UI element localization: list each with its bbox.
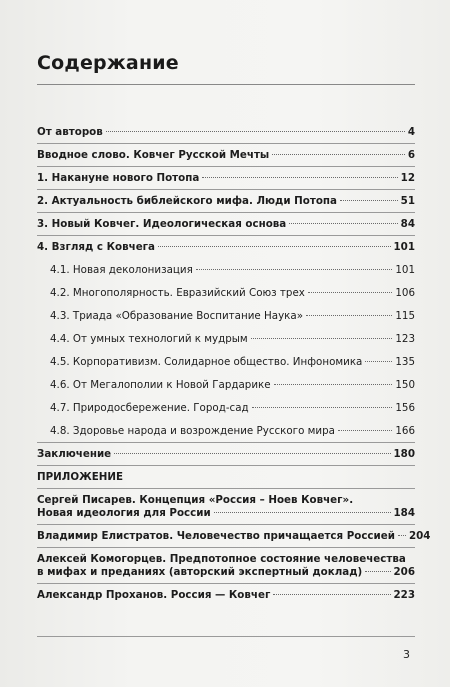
toc-entry-page: 84	[400, 218, 415, 230]
toc-entry-page: 51	[400, 195, 415, 207]
toc-entry-page: 166	[395, 425, 415, 437]
toc-entry-page: 6	[407, 149, 415, 161]
appendix-heading	[37, 471, 415, 484]
dot-leader	[158, 246, 390, 247]
dot-leader	[106, 131, 405, 132]
page-title: Содержание	[37, 52, 179, 74]
dot-leader	[214, 512, 391, 513]
toc-entry-title: 4.8. Здоровье народа и возрождение Русского мира	[50, 425, 335, 437]
toc-entry-title: Новая идеология для России	[37, 506, 211, 519]
toc-entry-page: 184	[393, 506, 415, 519]
toc-entry-page: 101	[395, 264, 415, 276]
page-number: 3	[403, 648, 410, 661]
toc-entry-title: в мифах и преданиях (авторский экспертный доклад)	[37, 565, 363, 578]
toc-subentry	[37, 333, 415, 346]
toc-entry-page: 156	[395, 402, 415, 414]
toc-entry	[37, 149, 415, 162]
title-divider	[37, 84, 415, 85]
toc-entry-title: Александр Проханов. Россия — Ковчег	[37, 589, 271, 601]
entry-divider	[37, 547, 415, 548]
dot-leader	[252, 407, 393, 408]
toc-subentry	[37, 356, 415, 369]
entry-divider	[37, 166, 415, 167]
dot-leader	[306, 315, 392, 316]
toc-entry	[37, 172, 415, 185]
dot-leader	[274, 384, 393, 385]
toc-entry-page: 150	[395, 379, 415, 391]
toc-entry-title: 4.1. Новая деколонизация	[50, 264, 193, 276]
toc-entry-title: 4. Взгляд с Ковчега	[37, 241, 156, 253]
toc-entry-title: 4.4. От умных технологий к мудрым	[50, 333, 248, 345]
toc-entry-page: 204	[408, 530, 431, 542]
toc-entry	[37, 218, 415, 231]
dot-leader	[273, 594, 390, 595]
dot-leader	[398, 535, 406, 536]
toc-entry-page: 206	[393, 565, 415, 578]
toc-entry-title-line1: Алексей Комогорцев. Предпотопное состояние человечества	[37, 553, 406, 565]
entry-divider	[37, 189, 415, 190]
entry-divider	[37, 583, 415, 584]
toc-entry-page: 4	[407, 126, 415, 138]
toc-entry-title: Владимир Елистратов. Человечество причащается Россией	[37, 530, 395, 542]
toc-entry	[37, 553, 415, 578]
entry-divider	[37, 143, 415, 144]
dot-leader	[272, 154, 405, 155]
toc-entry-title: 4.7. Природосбережение. Город-сад	[50, 402, 249, 414]
toc-entry	[37, 195, 415, 208]
dot-leader	[338, 430, 392, 431]
toc-entry	[37, 494, 415, 519]
appendix-heading-text: ПРИЛОЖЕНИЕ	[37, 471, 123, 483]
entry-divider	[37, 212, 415, 213]
toc-entry	[37, 448, 415, 461]
dot-leader	[289, 223, 397, 224]
toc-entry-title: Вводное слово. Ковчег Русской Мечты	[37, 149, 270, 161]
toc-entry-title: 1. Накануне нового Потопа	[37, 172, 200, 184]
entry-divider	[37, 465, 415, 466]
toc-entry-page: 135	[395, 356, 415, 368]
toc-subentry	[37, 287, 415, 300]
toc-entry-title: 4.2. Многополярность. Евразийский Союз трех	[50, 287, 305, 299]
toc-entry-title: Заключение	[37, 448, 112, 460]
dot-leader	[365, 361, 392, 362]
toc-entry-page: 12	[400, 172, 415, 184]
toc-entry-page: 123	[395, 333, 415, 345]
footer-divider	[37, 636, 415, 637]
dot-leader	[308, 292, 392, 293]
dot-leader	[196, 269, 393, 270]
toc-entry	[37, 126, 415, 139]
toc-entry-page: 101	[393, 241, 415, 253]
toc-entry-title: От авторов	[37, 126, 103, 138]
toc-subentry	[37, 425, 415, 438]
toc-entry-page: 180	[393, 448, 415, 460]
toc-subentry	[37, 264, 415, 277]
toc-entry-page: 223	[393, 589, 415, 601]
dot-leader	[202, 177, 397, 178]
toc-entry-title: 4.6. От Мегалополии к Новой Гардарике	[50, 379, 271, 391]
dot-leader	[251, 338, 393, 339]
toc-entry-page: 106	[395, 287, 415, 299]
toc-entry	[37, 589, 415, 602]
toc-entry	[37, 241, 415, 254]
entry-divider	[37, 235, 415, 236]
dot-leader	[340, 200, 398, 201]
toc-subentry	[37, 379, 415, 392]
toc-entry-title: 4.3. Триада «Образование Воспитание Наука»	[50, 310, 304, 322]
toc-subentry	[37, 310, 415, 323]
entry-divider	[37, 488, 415, 489]
toc-entry-title: 4.5. Корпоративизм. Солидарное общество. Инфономика	[50, 356, 363, 368]
toc-entry-title: 2. Актуальность библейского мифа. Люди Потопа	[37, 195, 337, 207]
entry-divider	[37, 442, 415, 443]
dot-leader	[114, 453, 390, 454]
toc-entry-title: 3. Новый Ковчег. Идеологическая основа	[37, 218, 287, 230]
toc-entry	[37, 530, 431, 543]
toc-subentry	[37, 402, 415, 415]
dot-leader	[365, 571, 390, 572]
toc-entry-title-line1: Сергей Писарев. Концепция «Россия – Ноев Ковчег».	[37, 494, 354, 506]
entry-divider	[37, 524, 415, 525]
toc-entry-page: 115	[395, 310, 415, 322]
